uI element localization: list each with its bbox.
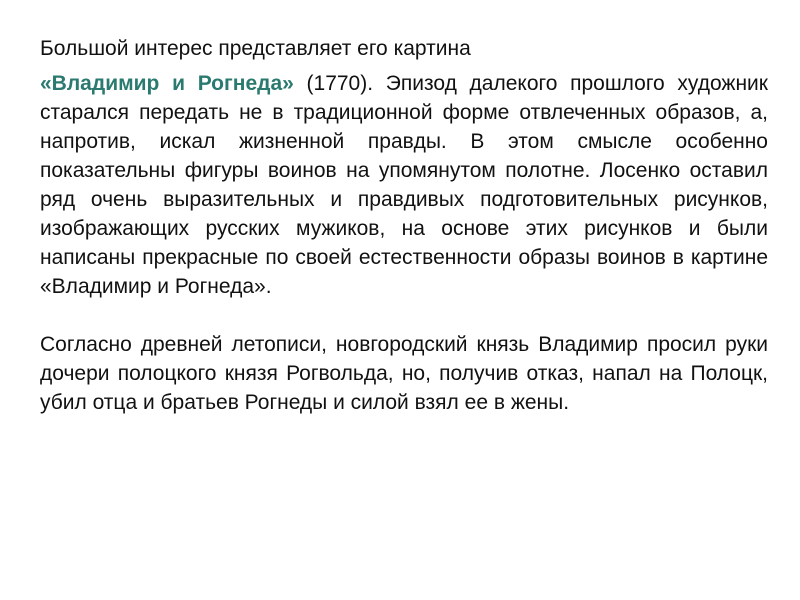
slide-text-block xyxy=(40,34,768,417)
paragraph-2: Согласно древней летописи, новгородский князь Владимир просил руки дочери полоцкого князя Рогвольда, но, получив отказ, напал на Полоцк, убил отца и братьев Рогнеды и силой взял ее в жены. xyxy=(40,333,768,414)
intro-line: Большой интерес представляет его картина xyxy=(40,37,471,60)
painting-title: «Владимир и Рогнеда» xyxy=(40,72,294,95)
paragraph-1 xyxy=(40,69,768,301)
paragraph-1-text: (1770). Эпизод далекого прошлого художник старался передать не в традиционной форме отвлеченных образов, а, напротив, искал жизненной правды. В этом смысле особенно показательны фигуры воинов на упомянутом полотне. Лосенко оставил ряд очень выразительных и правдивых подготовительных рисунков, изображающих русских мужиков, на основе этих рисунков и были написаны прекрасные по своей естественности образы воинов в картине «Владимир и Рогнеда». xyxy=(40,72,768,298)
